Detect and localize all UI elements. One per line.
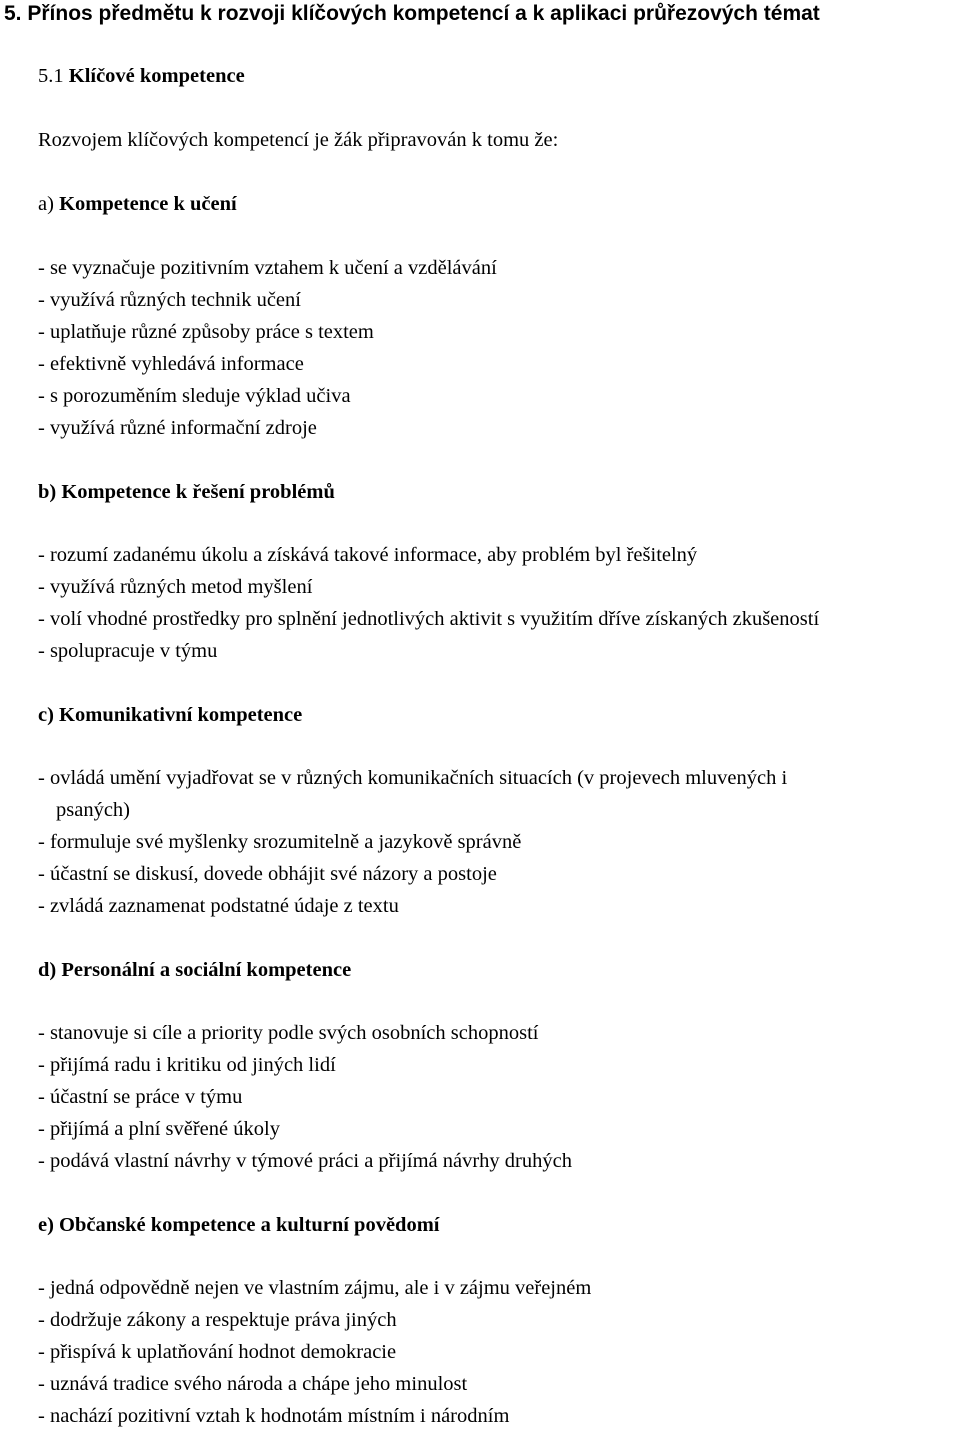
list-item: - účastní se diskusí, dovede obhájit své názory a postoje [38, 863, 497, 885]
list-item: - s porozuměním sleduje výklad učiva [38, 385, 351, 407]
list-item: - využívá různých metod myšlení [38, 576, 313, 598]
competence-a-title [38, 190, 237, 218]
list-item: - podává vlastní návrhy v týmové práci a přijímá návrhy druhých [38, 1150, 572, 1172]
competence-d-title: d) Personální a sociální kompetence [38, 959, 352, 981]
subsection-title: Klíčové kompetence [68, 65, 245, 87]
list-item: - jedná odpovědně nejen ve vlastním zájmu, ale i v zájmu veřejném [38, 1277, 592, 1299]
list-item: - využívá různé informační zdroje [38, 417, 317, 439]
intro-text: Rozvojem klíčových kompetencí je žák připravován k tomu že: [38, 129, 559, 151]
list-item: - efektivně vyhledává informace [38, 353, 304, 375]
subsection-heading [38, 62, 245, 90]
section-heading: 5. Přínos předmětu k rozvoji klíčových kompetencí a k aplikaci průřezových témat [4, 2, 820, 25]
subsection-number: 5.1 [38, 65, 69, 87]
list-item: - rozumí zadanému úkolu a získává takové informace, aby problém byl řešitelný [38, 544, 698, 566]
competence-a-label: Kompetence k učení [59, 193, 237, 215]
list-item: - spolupracuje v týmu [38, 640, 218, 662]
competence-a-prefix: a) [38, 193, 60, 215]
competence-b-title: b) Kompetence k řešení problémů [38, 481, 335, 503]
list-item: - formuluje své myšlenky srozumitelně a jazykově správně [38, 831, 522, 853]
list-item: - ovládá umění vyjadřovat se v různých komunikačních situacích (v projevech mluvených i [38, 767, 788, 789]
list-item: - přijímá a plní svěřené úkoly [38, 1118, 280, 1140]
list-item: - nachází pozitivní vztah k hodnotám místním i národním [38, 1405, 510, 1427]
list-item: - přispívá k uplatňování hodnot demokracie [38, 1341, 397, 1363]
list-item: - zvládá zaznamenat podstatné údaje z textu [38, 895, 399, 917]
list-item: - uplatňuje různé způsoby práce s textem [38, 321, 374, 343]
list-item: - využívá různých technik učení [38, 289, 301, 311]
competence-e-title: e) Občanské kompetence a kulturní povědomí [38, 1214, 440, 1236]
list-item-continuation: psaných) [56, 799, 131, 821]
competence-c-title: c) Komunikativní kompetence [38, 704, 303, 726]
list-item: - uznává tradice svého národa a chápe jeho minulost [38, 1373, 468, 1395]
list-item: - dodržuje zákony a respektuje práva jiných [38, 1309, 397, 1331]
list-item: - volí vhodné prostředky pro splnění jednotlivých aktivit s využitím dříve získaných zkušeností [38, 608, 820, 630]
list-item: - stanovuje si cíle a priority podle svých osobních schopností [38, 1022, 539, 1044]
list-item: - se vyznačuje pozitivním vztahem k učení a vzdělávání [38, 257, 497, 279]
list-item: - přijímá radu i kritiku od jiných lidí [38, 1054, 336, 1076]
list-item: - účastní se práce v týmu [38, 1086, 243, 1108]
